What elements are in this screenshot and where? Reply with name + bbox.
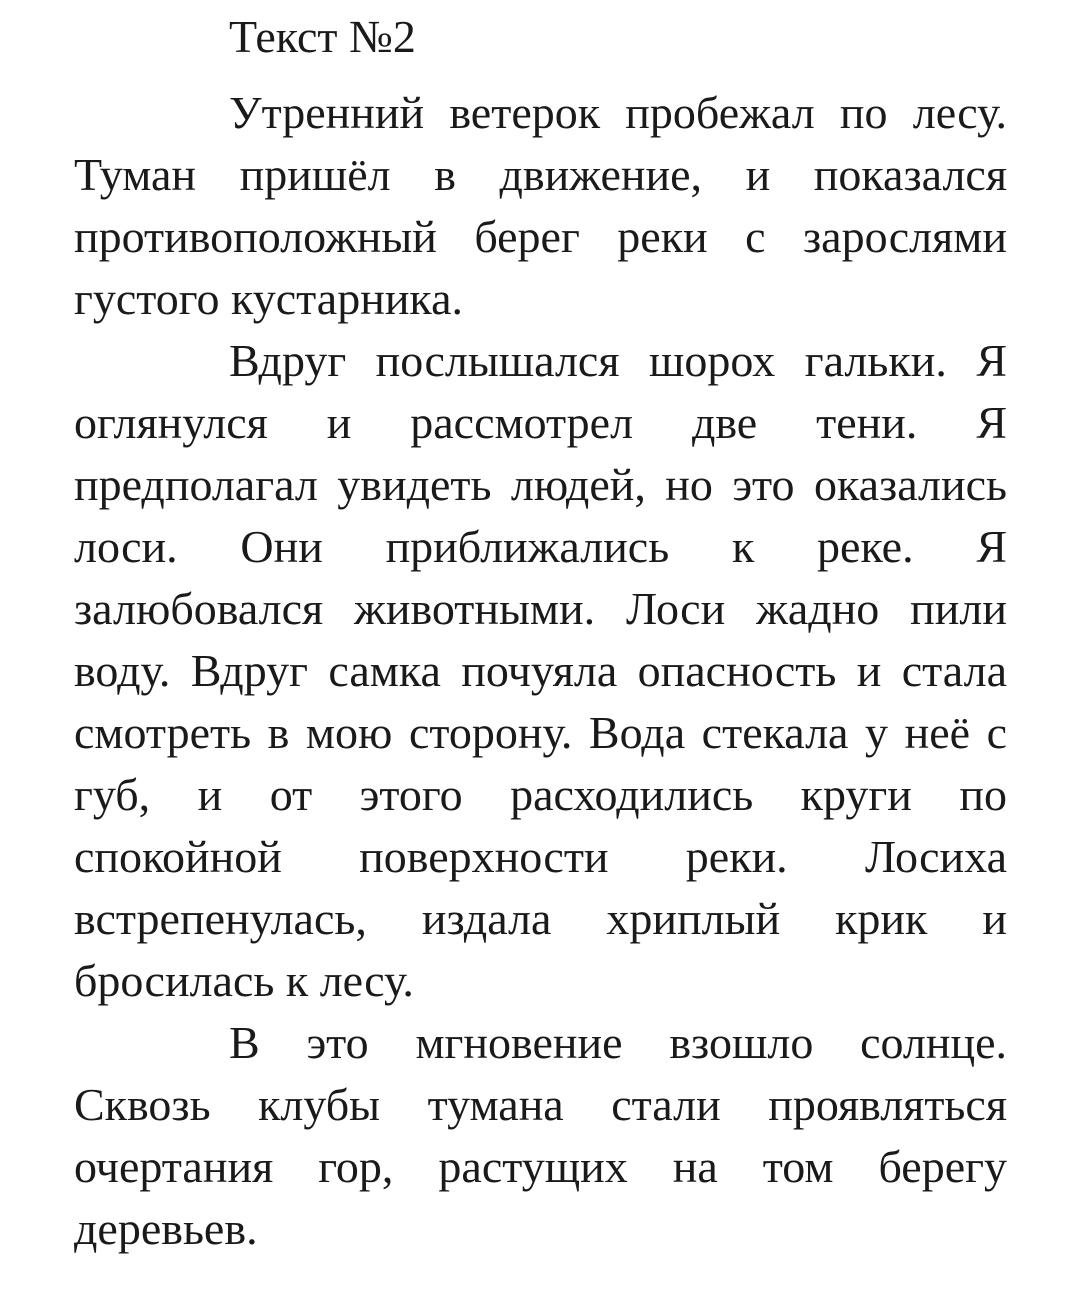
paragraph-2: Вдруг послышался шорох гальки. Я оглянулся и рассмотрел две тени. Я предполагал увидеть людей, но это оказались лоси. Они приближались к реке. Я залюбовался животными. Лоси жадно пили воду. Вдруг самка почуяла опасность и стала смотреть в мою сторону. Вода стекала у неё с губ, и от этого расходились круги по спокойной поверхности реки. Лосиха встрепенулась, издала хриплый крик и бросилась к лесу.	[74, 335, 1007, 1006]
document-title: Текст №2	[229, 11, 416, 62]
paragraph-1: Утренний ветерок пробежал по лесу. Туман пришёл в движение, и показался противоположный берег реки с зарослями густого кустарника.	[74, 87, 1007, 324]
paragraph-3: В это мгновение взошло солнце. Сквозь клубы тумана стали проявляться очертания гор, растущих на том берегу деревьев.	[74, 1017, 1007, 1254]
document-page	[74, 8, 1007, 1260]
